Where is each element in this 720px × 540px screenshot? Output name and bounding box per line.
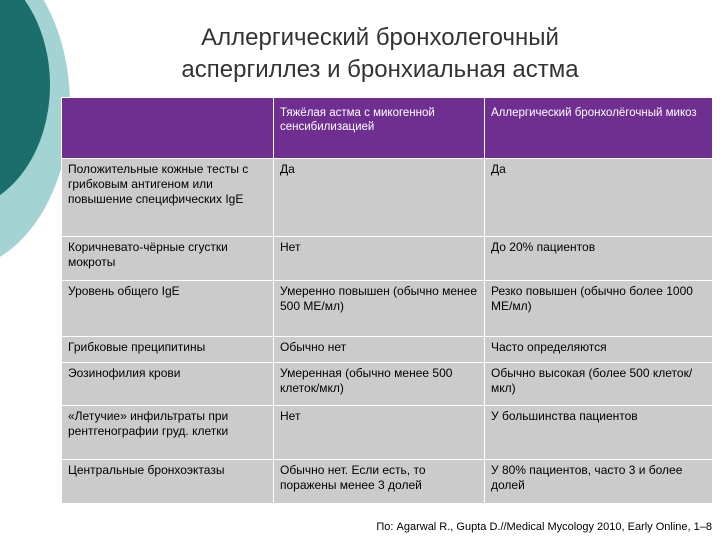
row-criterion: Грибковые преципитины xyxy=(62,337,274,363)
title-line-2: аспергиллез и бронхиальная астма xyxy=(181,56,579,83)
row-criterion: Уровень общего IgE xyxy=(62,281,274,337)
row-criterion: Коричневато-чёрные сгустки мокроты xyxy=(62,237,274,281)
row-asthma-value: Умеренная (обычно менее 500 клеток/мкл) xyxy=(274,363,485,406)
header-cell-severe-asthma: Тяжёлая астма с микогенной сенсибилизацией xyxy=(274,98,485,159)
row-criterion: Положительные кожные тесты с грибковым антигеном или повышение специфических IgE xyxy=(62,159,274,237)
title-line-1: Аллергический бронхолегочный xyxy=(201,24,559,51)
table-row xyxy=(62,281,713,337)
row-asthma-value: Обычно нет. Если есть, то поражены менее 3 долей xyxy=(274,460,485,504)
header-cell-abpm: Аллергический бронхолёгочный микоз xyxy=(485,98,713,159)
citation-source: По: Agarwal R., Gupta D.//Medical Mycology 2010, Early Online, 1–8 xyxy=(376,521,712,533)
row-criterion: Эозинофилия крови xyxy=(62,363,274,406)
row-asthma-value: Нет xyxy=(274,237,485,281)
row-abpm-value: Резко повышен (обычно более 1000 МЕ/мл) xyxy=(485,281,713,337)
table-row xyxy=(62,363,713,406)
row-asthma-value: Нет xyxy=(274,406,485,460)
row-abpm-value: Обычно высокая (более 500 клеток/мкл) xyxy=(485,363,713,406)
row-asthma-value: Умеренно повышен (обычно менее 500 МЕ/мл) xyxy=(274,281,485,337)
table-row xyxy=(62,237,713,281)
table-row xyxy=(62,337,713,363)
row-asthma-value: Обычно нет xyxy=(274,337,485,363)
comparison-table xyxy=(61,97,713,504)
row-abpm-value: Часто определяются xyxy=(485,337,713,363)
table-row xyxy=(62,460,713,504)
table-row xyxy=(62,159,713,237)
row-abpm-value: Да xyxy=(485,159,713,237)
row-abpm-value: У большинства пациентов xyxy=(485,406,713,460)
table-row xyxy=(62,406,713,460)
header-cell-empty xyxy=(62,98,274,159)
table-header-row xyxy=(62,98,713,159)
row-abpm-value: До 20% пациентов xyxy=(485,237,713,281)
row-criterion: «Летучие» инфильтраты при рентгенографии груд. клетки xyxy=(62,406,274,460)
slide-title xyxy=(110,22,650,86)
row-asthma-value: Да xyxy=(274,159,485,237)
row-criterion: Центральные бронхоэктазы xyxy=(62,460,274,504)
row-abpm-value: У 80% пациентов, часто 3 и более долей xyxy=(485,460,713,504)
